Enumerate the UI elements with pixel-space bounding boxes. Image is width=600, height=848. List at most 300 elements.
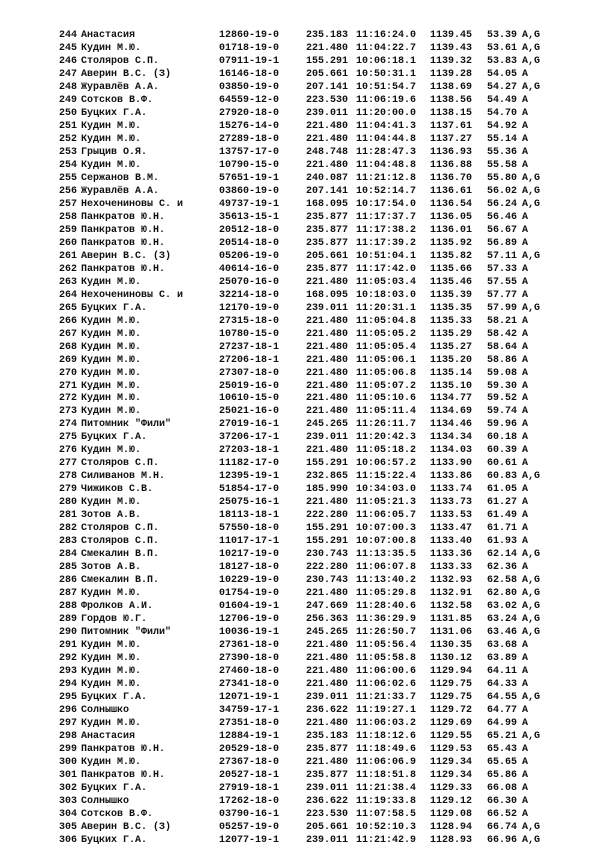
cell-code: 57550-18-0 bbox=[219, 523, 280, 535]
cell-time: 11:06:19.6 bbox=[356, 94, 417, 106]
cell-dist: 239.011 bbox=[306, 432, 349, 444]
cell-time: 11:17:42.0 bbox=[356, 263, 417, 275]
table-row bbox=[0, 679, 600, 691]
cell-num: 259 bbox=[58, 224, 77, 236]
table-row bbox=[0, 186, 600, 198]
cell-flag: A bbox=[522, 640, 529, 652]
cell-code: 01754-19-0 bbox=[219, 588, 280, 600]
cell-time: 11:05:58.8 bbox=[356, 653, 417, 664]
cell-pct: 61.27 bbox=[487, 497, 518, 509]
cell-time: 10:07:00.3 bbox=[356, 523, 417, 535]
cell-name: Кудин М.Ю. bbox=[81, 497, 142, 509]
cell-dist: 185.990 bbox=[306, 484, 349, 496]
cell-dist: 239.011 bbox=[306, 302, 349, 314]
cell-pct: 56.24 bbox=[487, 198, 518, 210]
cell-pct: 58.21 bbox=[487, 315, 518, 327]
cell-num: 246 bbox=[58, 56, 77, 67]
cell-pct: 59.74 bbox=[487, 406, 518, 418]
cell-speed: 1134.77 bbox=[430, 393, 473, 405]
table-row bbox=[0, 705, 600, 717]
cell-num: 244 bbox=[58, 30, 77, 41]
cell-dist: 221.480 bbox=[306, 406, 349, 418]
cell-pct: 66.08 bbox=[487, 782, 518, 794]
cell-flag: A,G bbox=[522, 549, 541, 561]
cell-pct: 53.61 bbox=[487, 43, 518, 54]
cell-time: 11:13:40.2 bbox=[356, 575, 417, 587]
cell-flag: A bbox=[522, 120, 529, 132]
cell-dist: 230.743 bbox=[306, 575, 349, 587]
cell-code: 01604-19-1 bbox=[219, 601, 280, 613]
cell-code: 51854-17-0 bbox=[219, 484, 280, 496]
cell-flag: A bbox=[522, 458, 529, 470]
cell-name: Кудин М.Ю. bbox=[81, 341, 142, 353]
cell-num: 281 bbox=[58, 510, 77, 522]
cell-name: Солнышко bbox=[81, 795, 130, 807]
cell-speed: 1133.73 bbox=[430, 497, 473, 509]
cell-dist: 235.877 bbox=[306, 211, 349, 223]
cell-num: 267 bbox=[58, 328, 77, 340]
cell-flag: A,G bbox=[522, 250, 541, 262]
cell-speed: 1129.94 bbox=[430, 666, 473, 677]
table-row bbox=[0, 212, 600, 224]
cell-flag: A bbox=[522, 666, 529, 677]
cell-pct: 58.42 bbox=[487, 328, 518, 340]
cell-flag: A bbox=[522, 237, 529, 249]
cell-flag: A,G bbox=[522, 56, 541, 67]
cell-dist: 221.480 bbox=[306, 497, 349, 509]
cell-name: Анастасия bbox=[81, 730, 136, 742]
cell-pct: 63.89 bbox=[487, 653, 518, 664]
cell-time: 11:05:06.8 bbox=[356, 367, 417, 379]
table-row bbox=[0, 69, 600, 81]
cell-flag: A bbox=[522, 562, 529, 574]
cell-name: Фролков А.И. bbox=[81, 601, 154, 613]
cell-name: Смекалин В.П. bbox=[81, 549, 160, 561]
cell-speed: 1137.27 bbox=[430, 133, 473, 145]
cell-num: 249 bbox=[58, 94, 77, 106]
cell-flag: A bbox=[522, 653, 529, 664]
cell-time: 10:51:04.1 bbox=[356, 250, 417, 262]
table-row bbox=[0, 251, 600, 263]
cell-dist: 207.141 bbox=[306, 185, 349, 197]
cell-num: 295 bbox=[58, 692, 77, 703]
cell-name: Кудин М.Ю. bbox=[81, 756, 142, 768]
cell-name: Силиванов М.Н. bbox=[81, 471, 166, 483]
table-row bbox=[0, 134, 600, 146]
table-row bbox=[0, 627, 600, 639]
cell-pct: 65.65 bbox=[487, 756, 518, 768]
cell-code: 11182-17-0 bbox=[219, 458, 280, 470]
table-row bbox=[0, 744, 600, 756]
cell-time: 11:17:38.2 bbox=[356, 224, 417, 236]
cell-dist: 221.480 bbox=[306, 43, 349, 54]
cell-pct: 64.11 bbox=[487, 666, 518, 677]
cell-name: Солнышко bbox=[81, 705, 130, 716]
cell-time: 11:20:31.1 bbox=[356, 302, 417, 314]
cell-time: 10:17:54.0 bbox=[356, 198, 417, 210]
table-row bbox=[0, 445, 600, 457]
cell-code: 17262-18-0 bbox=[219, 795, 280, 807]
cell-code: 03860-19-0 bbox=[219, 185, 280, 197]
cell-speed: 1135.46 bbox=[430, 276, 473, 288]
table-row bbox=[0, 809, 600, 821]
cell-speed: 1136.70 bbox=[430, 172, 473, 184]
cell-name: Питомник "Фили" bbox=[81, 627, 172, 639]
cell-speed: 1138.56 bbox=[430, 94, 473, 106]
cell-speed: 1133.74 bbox=[430, 484, 473, 496]
cell-speed: 1135.27 bbox=[430, 341, 473, 353]
cell-flag: A bbox=[522, 224, 529, 236]
cell-dist: 221.480 bbox=[306, 588, 349, 600]
cell-pct: 65.86 bbox=[487, 769, 518, 781]
table-row bbox=[0, 199, 600, 211]
cell-name: Панкратов Ю.Н. bbox=[81, 237, 166, 249]
cell-dist: 256.363 bbox=[306, 614, 349, 626]
cell-speed: 1135.20 bbox=[430, 354, 473, 366]
cell-speed: 1128.93 bbox=[430, 834, 473, 846]
cell-time: 11:05:03.4 bbox=[356, 276, 417, 288]
cell-flag: A,G bbox=[522, 471, 541, 483]
cell-speed: 1135.39 bbox=[430, 289, 473, 301]
table-row bbox=[0, 30, 600, 42]
table-row bbox=[0, 731, 600, 743]
cell-time: 11:20:42.3 bbox=[356, 432, 417, 444]
cell-time: 11:05:04.8 bbox=[356, 315, 417, 327]
cell-code: 37206-17-1 bbox=[219, 432, 280, 444]
cell-code: 03790-16-1 bbox=[219, 808, 280, 820]
cell-num: 300 bbox=[58, 756, 77, 768]
cell-flag: A,G bbox=[522, 821, 541, 833]
cell-time: 11:07:58.5 bbox=[356, 808, 417, 820]
cell-name: Грыцив О.Я. bbox=[81, 146, 148, 158]
cell-flag: A,G bbox=[522, 43, 541, 54]
cell-num: 298 bbox=[58, 730, 77, 742]
cell-num: 256 bbox=[58, 185, 77, 197]
cell-time: 10:52:10.3 bbox=[356, 821, 417, 833]
cell-pct: 63.02 bbox=[487, 601, 518, 613]
cell-pct: 54.92 bbox=[487, 120, 518, 132]
cell-code: 27361-18-0 bbox=[219, 640, 280, 652]
cell-num: 278 bbox=[58, 471, 77, 483]
cell-code: 27351-18-0 bbox=[219, 717, 280, 729]
cell-pct: 62.58 bbox=[487, 575, 518, 587]
cell-speed: 1134.34 bbox=[430, 432, 473, 444]
table-row bbox=[0, 393, 600, 405]
cell-speed: 1139.28 bbox=[430, 68, 473, 80]
cell-num: 274 bbox=[58, 419, 77, 431]
table-row bbox=[0, 342, 600, 354]
cell-num: 258 bbox=[58, 211, 77, 223]
cell-name: Буцких Г.А. bbox=[81, 782, 148, 794]
cell-dist: 236.622 bbox=[306, 705, 349, 716]
cell-time: 11:19:27.1 bbox=[356, 705, 417, 716]
cell-dist: 221.480 bbox=[306, 315, 349, 327]
cell-dist: 221.480 bbox=[306, 653, 349, 664]
cell-time: 11:05:10.6 bbox=[356, 393, 417, 405]
table-row bbox=[0, 277, 600, 289]
cell-flag: A bbox=[522, 341, 529, 353]
cell-num: 266 bbox=[58, 315, 77, 327]
cell-pct: 54.70 bbox=[487, 107, 518, 119]
cell-dist: 155.291 bbox=[306, 56, 349, 67]
cell-name: Панкратов Ю.Н. bbox=[81, 224, 166, 236]
cell-flag: A bbox=[522, 211, 529, 223]
cell-code: 20512-18-0 bbox=[219, 224, 280, 236]
table-row bbox=[0, 458, 600, 470]
cell-speed: 1138.69 bbox=[430, 81, 473, 93]
cell-num: 306 bbox=[58, 834, 77, 846]
cell-num: 289 bbox=[58, 614, 77, 626]
cell-name: Буцких Г.А. bbox=[81, 302, 148, 314]
cell-name: Буцких Г.А. bbox=[81, 692, 148, 703]
cell-code: 18127-18-0 bbox=[219, 562, 280, 574]
cell-name: Кудин М.Ю. bbox=[81, 354, 142, 366]
cell-pct: 62.36 bbox=[487, 562, 518, 574]
table-row bbox=[0, 653, 600, 665]
cell-name: Кудин М.Ю. bbox=[81, 43, 142, 54]
cell-code: 12170-19-0 bbox=[219, 302, 280, 314]
cell-code: 10610-15-0 bbox=[219, 393, 280, 405]
cell-dist: 221.480 bbox=[306, 756, 349, 768]
cell-pct: 62.80 bbox=[487, 588, 518, 600]
cell-flag: A bbox=[522, 808, 529, 820]
cell-name: Буцких Г.А. bbox=[81, 107, 148, 119]
cell-num: 303 bbox=[58, 795, 77, 807]
cell-num: 299 bbox=[58, 743, 77, 755]
cell-num: 245 bbox=[58, 43, 77, 54]
table-row bbox=[0, 56, 600, 68]
cell-code: 25019-16-0 bbox=[219, 380, 280, 392]
cell-speed: 1133.33 bbox=[430, 562, 473, 574]
cell-pct: 65.43 bbox=[487, 743, 518, 755]
cell-code: 12860-19-0 bbox=[219, 30, 280, 41]
cell-pct: 66.30 bbox=[487, 795, 518, 807]
cell-num: 263 bbox=[58, 276, 77, 288]
cell-num: 282 bbox=[58, 523, 77, 535]
cell-dist: 207.141 bbox=[306, 81, 349, 93]
cell-name: Кудин М.Ю. bbox=[81, 367, 142, 379]
cell-num: 264 bbox=[58, 289, 77, 301]
cell-speed: 1135.35 bbox=[430, 302, 473, 314]
cell-num: 280 bbox=[58, 497, 77, 509]
cell-name: Питомник "Фили" bbox=[81, 419, 172, 431]
cell-code: 12884-19-1 bbox=[219, 730, 280, 742]
cell-name: Панкратов Ю.Н. bbox=[81, 743, 166, 755]
cell-code: 10229-19-0 bbox=[219, 575, 280, 587]
cell-flag: A,G bbox=[522, 198, 541, 210]
cell-dist: 221.480 bbox=[306, 354, 349, 366]
cell-pct: 64.55 bbox=[487, 692, 518, 703]
cell-dist: 221.480 bbox=[306, 640, 349, 652]
cell-code: 64559-12-0 bbox=[219, 94, 280, 106]
cell-time: 11:28:47.3 bbox=[356, 146, 417, 158]
cell-flag: A,G bbox=[522, 601, 541, 613]
cell-num: 265 bbox=[58, 302, 77, 314]
cell-speed: 1129.33 bbox=[430, 782, 473, 794]
cell-time: 10:52:14.7 bbox=[356, 185, 417, 197]
cell-speed: 1129.34 bbox=[430, 769, 473, 781]
cell-dist: 221.480 bbox=[306, 159, 349, 171]
cell-time: 11:21:38.4 bbox=[356, 782, 417, 794]
cell-flag: A,G bbox=[522, 81, 541, 93]
cell-dist: 239.011 bbox=[306, 782, 349, 794]
cell-speed: 1133.36 bbox=[430, 549, 473, 561]
table-row bbox=[0, 510, 600, 522]
cell-pct: 61.05 bbox=[487, 484, 518, 496]
cell-flag: A bbox=[522, 133, 529, 145]
cell-code: 27367-18-0 bbox=[219, 756, 280, 768]
cell-dist: 235.183 bbox=[306, 730, 349, 742]
cell-code: 20529-18-0 bbox=[219, 743, 280, 755]
cell-dist: 205.661 bbox=[306, 68, 349, 80]
table-row bbox=[0, 601, 600, 613]
cell-num: 250 bbox=[58, 107, 77, 119]
cell-time: 11:05:05.2 bbox=[356, 328, 417, 340]
cell-time: 11:04:41.3 bbox=[356, 120, 417, 132]
cell-time: 11:05:18.2 bbox=[356, 445, 417, 457]
cell-speed: 1129.75 bbox=[430, 692, 473, 703]
table-row bbox=[0, 835, 600, 847]
cell-num: 301 bbox=[58, 769, 77, 781]
cell-name: Аверин В.С. (З) bbox=[81, 68, 172, 80]
cell-flag: A bbox=[522, 393, 529, 405]
cell-code: 11017-17-1 bbox=[219, 536, 280, 548]
cell-pct: 55.58 bbox=[487, 159, 518, 171]
cell-speed: 1133.90 bbox=[430, 458, 473, 470]
cell-speed: 1133.86 bbox=[430, 471, 473, 483]
cell-speed: 1134.46 bbox=[430, 419, 473, 431]
cell-speed: 1135.29 bbox=[430, 328, 473, 340]
cell-dist: 235.877 bbox=[306, 224, 349, 236]
cell-speed: 1130.12 bbox=[430, 653, 473, 664]
cell-dist: 155.291 bbox=[306, 523, 349, 535]
table-row bbox=[0, 238, 600, 250]
cell-flag: A bbox=[522, 756, 529, 768]
cell-speed: 1138.15 bbox=[430, 107, 473, 119]
cell-time: 11:18:49.6 bbox=[356, 743, 417, 755]
cell-time: 11:04:48.8 bbox=[356, 159, 417, 171]
table-row bbox=[0, 562, 600, 574]
cell-num: 252 bbox=[58, 133, 77, 145]
cell-dist: 221.480 bbox=[306, 679, 349, 690]
cell-num: 290 bbox=[58, 627, 77, 639]
cell-time: 11:05:21.3 bbox=[356, 497, 417, 509]
cell-dist: 235.877 bbox=[306, 769, 349, 781]
cell-name: Кудин М.Ю. bbox=[81, 406, 142, 418]
table-row bbox=[0, 368, 600, 380]
cell-speed: 1135.33 bbox=[430, 315, 473, 327]
cell-name: Буцких Г.А. bbox=[81, 432, 148, 444]
cell-speed: 1133.47 bbox=[430, 523, 473, 535]
cell-name: Журавлёв А.А. bbox=[81, 185, 160, 197]
cell-pct: 61.49 bbox=[487, 510, 518, 522]
cell-name: Журавлёв А.А. bbox=[81, 81, 160, 93]
cell-num: 251 bbox=[58, 120, 77, 132]
cell-num: 304 bbox=[58, 808, 77, 820]
cell-num: 271 bbox=[58, 380, 77, 392]
cell-dist: 221.480 bbox=[306, 393, 349, 405]
cell-flag: A,G bbox=[522, 588, 541, 600]
cell-code: 10780-15-0 bbox=[219, 328, 280, 340]
cell-flag: A bbox=[522, 484, 529, 496]
cell-dist: 239.011 bbox=[306, 107, 349, 119]
cell-name: Кудин М.Ю. bbox=[81, 640, 142, 652]
cell-flag: A bbox=[522, 276, 529, 288]
cell-num: 305 bbox=[58, 821, 77, 833]
cell-time: 11:15:22.4 bbox=[356, 471, 417, 483]
cell-pct: 53.83 bbox=[487, 56, 518, 67]
cell-pct: 59.08 bbox=[487, 367, 518, 379]
table-row bbox=[0, 471, 600, 483]
cell-code: 01718-19-0 bbox=[219, 43, 280, 54]
cell-pct: 56.02 bbox=[487, 185, 518, 197]
table-row bbox=[0, 588, 600, 600]
cell-speed: 1132.58 bbox=[430, 601, 473, 613]
cell-pct: 55.14 bbox=[487, 133, 518, 145]
table-row bbox=[0, 147, 600, 159]
cell-pct: 60.39 bbox=[487, 445, 518, 457]
cell-name: Кудин М.Ю. bbox=[81, 328, 142, 340]
cell-time: 11:17:37.7 bbox=[356, 211, 417, 223]
cell-num: 292 bbox=[58, 653, 77, 664]
cell-time: 11:06:06.9 bbox=[356, 756, 417, 768]
cell-speed: 1136.05 bbox=[430, 211, 473, 223]
table-row bbox=[0, 718, 600, 730]
cell-name: Нехочениновы С. и bbox=[81, 289, 184, 301]
cell-speed: 1129.12 bbox=[430, 795, 473, 807]
cell-time: 11:17:39.2 bbox=[356, 237, 417, 249]
cell-code: 12395-19-1 bbox=[219, 471, 280, 483]
cell-num: 255 bbox=[58, 172, 77, 184]
cell-pct: 57.77 bbox=[487, 289, 518, 301]
cell-pct: 58.86 bbox=[487, 354, 518, 366]
cell-dist: 235.877 bbox=[306, 237, 349, 249]
table-row bbox=[0, 329, 600, 341]
cell-num: 260 bbox=[58, 237, 77, 249]
cell-name: Гордов Ю.Г. bbox=[81, 614, 148, 626]
cell-speed: 1136.61 bbox=[430, 185, 473, 197]
cell-time: 11:26:50.7 bbox=[356, 627, 417, 639]
cell-code: 27919-18-1 bbox=[219, 782, 280, 794]
cell-speed: 1130.35 bbox=[430, 640, 473, 652]
cell-pct: 54.27 bbox=[487, 81, 518, 93]
cell-speed: 1129.55 bbox=[430, 730, 473, 742]
cell-name: Буцких Г.А. bbox=[81, 834, 148, 846]
cell-num: 276 bbox=[58, 445, 77, 457]
cell-time: 11:04:22.7 bbox=[356, 43, 417, 54]
cell-code: 27203-18-1 bbox=[219, 445, 280, 457]
cell-dist: 205.661 bbox=[306, 821, 349, 833]
cell-speed: 1128.94 bbox=[430, 821, 473, 833]
cell-code: 49737-19-1 bbox=[219, 198, 280, 210]
cell-code: 27920-18-0 bbox=[219, 107, 280, 119]
cell-code: 13757-17-0 bbox=[219, 146, 280, 158]
cell-code: 12071-19-1 bbox=[219, 692, 280, 703]
cell-dist: 221.480 bbox=[306, 717, 349, 729]
cell-time: 11:26:11.7 bbox=[356, 419, 417, 431]
cell-dist: 239.011 bbox=[306, 834, 349, 846]
cell-speed: 1135.82 bbox=[430, 250, 473, 262]
cell-flag: A,G bbox=[522, 730, 541, 742]
cell-dist: 239.011 bbox=[306, 692, 349, 703]
cell-name: Чижиков С.В. bbox=[81, 484, 154, 496]
table-row bbox=[0, 575, 600, 587]
cell-flag: A bbox=[522, 328, 529, 340]
cell-num: 257 bbox=[58, 198, 77, 210]
cell-dist: 223.530 bbox=[306, 808, 349, 820]
cell-pct: 53.39 bbox=[487, 30, 518, 41]
cell-time: 11:06:05.7 bbox=[356, 510, 417, 522]
